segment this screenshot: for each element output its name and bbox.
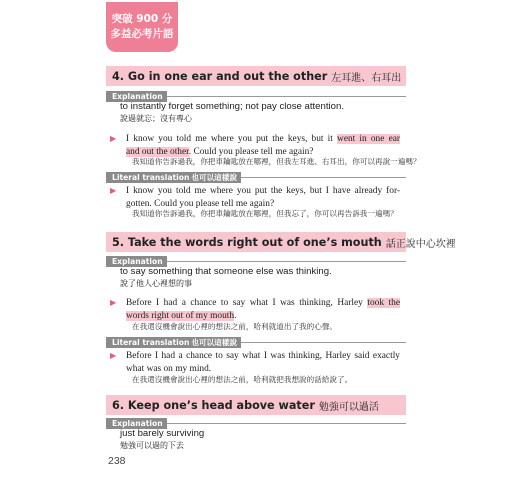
section-4-definition-zh: 說過就忘；沒有專心 xyxy=(120,114,192,123)
section-6-definition-zh: 勉強可以過的下去 xyxy=(120,441,184,450)
example-text: . xyxy=(234,310,237,321)
section-6-title: 6. Keep one’s head above water xyxy=(112,398,315,412)
section-6-definition: just barely surviving xyxy=(120,428,205,439)
explanation-label: Explanation xyxy=(106,418,167,429)
literal-text: Before I had a chance to say what I was thinking, Harley said exactly xyxy=(126,351,400,361)
section-5-heading xyxy=(106,232,456,252)
example-text: I know you told me where you put the keys, but it xyxy=(126,134,338,144)
highlighted-phrase: took the xyxy=(367,298,400,308)
page-number: 238 xyxy=(108,455,126,467)
section-5-title: 5. Take the words right out of one’s mouth xyxy=(112,235,382,249)
highlighted-phrase: and out the other xyxy=(126,146,189,157)
triangle-bullet-icon: ▶ xyxy=(110,134,117,143)
highlighted-phrase: went in one ear xyxy=(337,134,401,144)
literal-translation-zh: 在我還沒機會說出心裡的想法之前，哈利就把我想說的話給說了。 xyxy=(132,375,353,384)
chapter-tab xyxy=(106,2,178,52)
section-4-title-zh: 左耳進、右耳出 xyxy=(331,72,402,84)
triangle-bullet-icon: ▶ xyxy=(110,298,117,307)
explanation-label: Explanation xyxy=(106,256,167,267)
literal-translation-zh: 我知道你告訴過我，你把車鑰匙放在哪裡，但我忘了，你可以再告訴我一遍嗎？ xyxy=(132,209,398,218)
literal-text: gotten. Could you please tell me again? xyxy=(126,198,275,209)
chapter-tab-title: 突破 900 分 xyxy=(111,13,173,25)
literal-translation-label: Literal translation 也可以這樣說 xyxy=(106,337,241,348)
example-translation: 在我還沒機會說出心裡的想法之前，哈利就道出了我的心聲。 xyxy=(132,322,338,331)
literal-text: I know you told me where you put the keys, but I have already for- xyxy=(126,186,400,196)
highlighted-phrase: words right out of my mouth xyxy=(126,310,235,321)
section-4-literal-label-row xyxy=(106,172,406,183)
literal-translation-label: Literal translation 也可以這樣說 xyxy=(106,172,241,183)
section-4-definition: to instantly forget something; not pay close attention. xyxy=(120,101,344,112)
triangle-bullet-icon: ▶ xyxy=(110,351,117,360)
example-text: . Could you please tell me again? xyxy=(188,146,314,157)
explanation-label: Explanation xyxy=(106,91,167,102)
literal-text: what was on my mind. xyxy=(126,363,212,374)
section-4-heading xyxy=(106,66,406,86)
section-5-definition: to say something that someone else was thinking. xyxy=(120,266,332,277)
example-text: Before I had a chance to say what I was thinking, Harley xyxy=(126,298,368,308)
chapter-tab-subtitle: 多益必考片語 xyxy=(110,28,174,40)
triangle-bullet-icon: ▶ xyxy=(110,186,117,195)
section-5-definition-zh: 說了他人心裡想的事 xyxy=(120,279,192,288)
section-5-title-zh: 話正說中心坎裡 xyxy=(385,238,456,250)
section-5-literal-label-row xyxy=(106,337,406,348)
section-6-heading xyxy=(106,395,406,415)
section-6-title-zh: 勉強可以過活 xyxy=(318,401,379,413)
section-4-title: 4. Go in one ear and out the other xyxy=(112,69,328,83)
example-translation: 我知道你告訴過我，你把車鑰匙放在哪裡，但我左耳進、右耳出，你可以再說一遍嗎？ xyxy=(132,157,421,166)
